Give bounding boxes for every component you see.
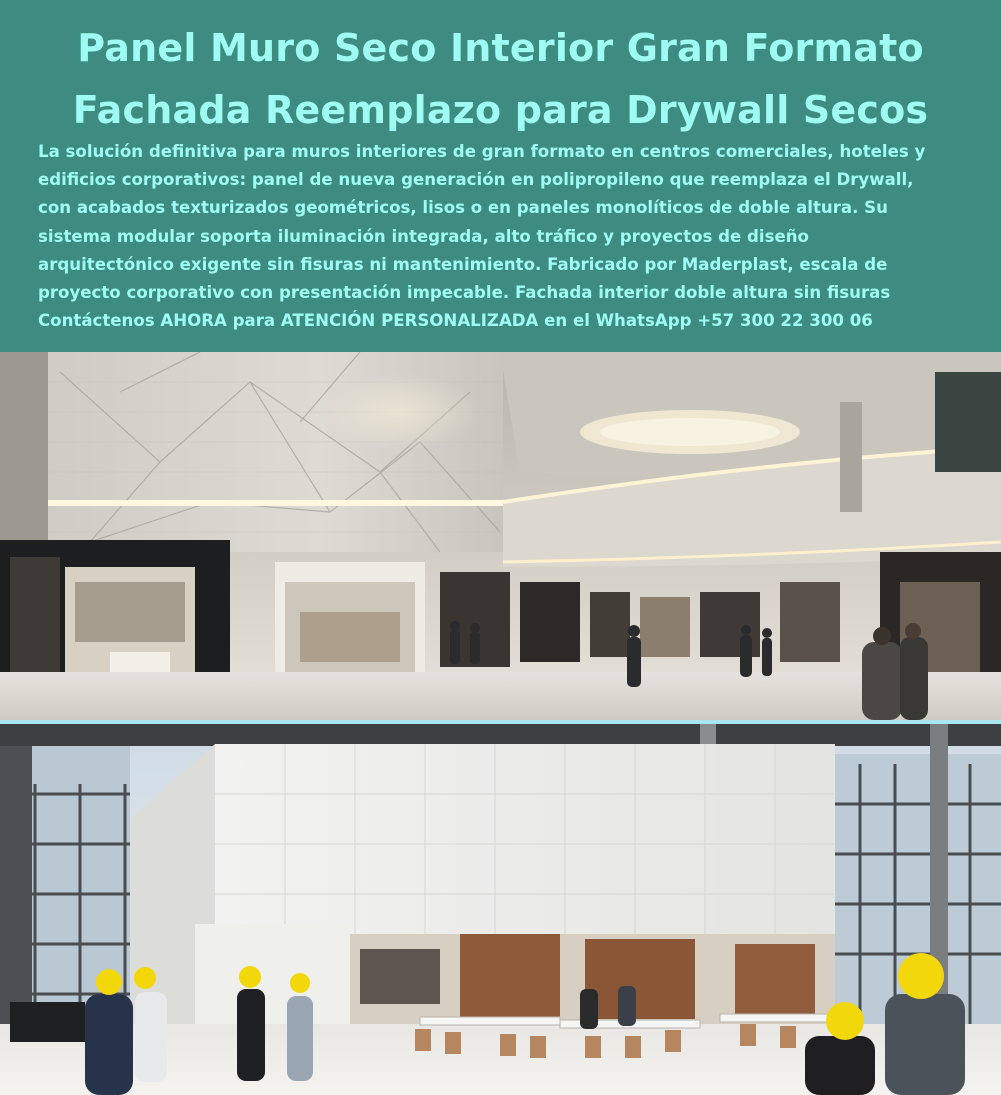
mall-interior-photo [0,352,1001,720]
title-line-2: Fachada Reemplazo para Drywall Secos [72,88,929,132]
description-line: proyecto corporativo con presentación impecable. Fachada interior doble altura sin fisuras [38,283,891,303]
atrium-interior-photo [0,724,1001,1095]
description-line: edificios corporativos: panel de nueva generación en polipropileno que reemplaza el Drywall, [38,170,914,190]
title-line-1: Panel Muro Seco Interior Gran Formato [77,26,924,70]
description-line: con acabados texturizados geométricos, lisos o en paneles monolíticos de doble altura. Su [38,198,888,218]
header-banner [0,0,1001,352]
description-line: arquitectónico exigente sin fisuras ni mantenimiento. Fabricado por Maderplast, escala de [38,254,888,274]
description-line: sistema modular soporta iluminación integrada, alto tráfico y proyectos de diseño [38,226,809,246]
description-line: La solución definitiva para muros interiores de gran formato en centros comerciales, hoteles y [38,142,926,161]
description-line: Contáctenos AHORA para ATENCIÓN PERSONALIZADA en el WhatsApp +57 300 22 300 06 [38,311,873,331]
description [38,138,988,335]
